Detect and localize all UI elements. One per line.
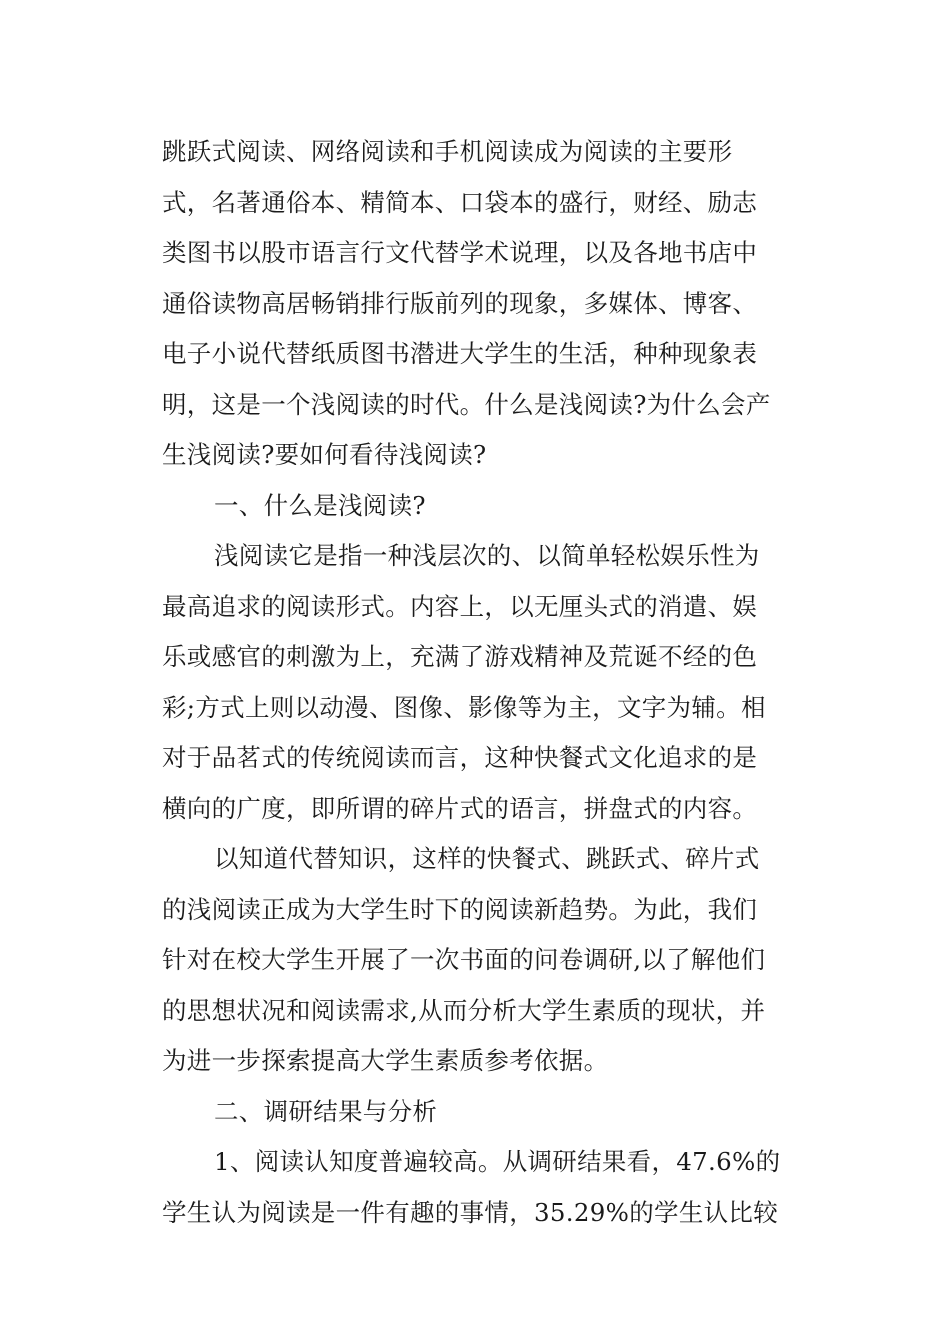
- document-body: [162, 127, 802, 1238]
- paragraph-line: 通俗读物高居畅销排行版前列的现象，多媒体、博客、: [162, 288, 758, 318]
- paragraph-line: 浅阅读它是指一种浅层次的、以简单轻松娱乐性为: [214, 541, 760, 570]
- paragraph-line: 的思想状况和阅读需求,从而分析大学生素质的现状，并: [162, 995, 766, 1025]
- paragraph-line: 1、阅读认知度普遍较高。从调研结果看，47.6%的: [214, 1147, 781, 1176]
- section-heading: 二、调研结果与分析: [214, 1096, 438, 1126]
- paragraph-line: 为进一步探索提高大学生素质参考依据。: [162, 1046, 609, 1075]
- paragraph-line: 明，这是一个浅阅读的时代。什么是浅阅读?为什么会产: [162, 389, 771, 419]
- paragraph-line: 彩;方式上则以动漫、图像、影像等为主，文字为辅。相: [162, 692, 766, 722]
- paragraph-line: 乐或感官的刺激为上，充满了游戏精神及荒诞不经的色: [162, 642, 758, 671]
- paragraph-line: 以知道代替知识，这样的快餐式、跳跃式、碎片式: [214, 844, 760, 873]
- section-heading: 一、什么是浅阅读?: [214, 490, 426, 520]
- paragraph-line: 跳跃式阅读、网络阅读和手机阅读成为阅读的主要形: [162, 137, 733, 166]
- paragraph-line: 学生认为阅读是一件有趣的事情，35.29%的学生认比较: [162, 1197, 779, 1227]
- paragraph-line: 电子小说代替纸质图书潜进大学生的生活，种种现象表: [162, 339, 758, 368]
- paragraph-line: 横向的广度，即所谓的碎片式的语言，拼盘式的内容。: [162, 793, 758, 823]
- paragraph-line: 对于品茗式的传统阅读而言，这种快餐式文化追求的是: [162, 743, 758, 772]
- paragraph-line: 针对在校大学生开展了一次书面的问卷调研,以了解他们: [162, 945, 766, 974]
- paragraph-line: 生浅阅读?要如何看待浅阅读?: [162, 440, 487, 469]
- paragraph-line: 类图书以股市语言行文代替学术说理，以及各地书店中: [162, 238, 758, 267]
- paragraph-line: 式，名著通俗本、精简本、口袋本的盛行，财经、励志: [162, 187, 758, 217]
- paragraph-line: 的浅阅读正成为大学生时下的阅读新趋势。为此，我们: [162, 894, 758, 924]
- paragraph-line: 最高追求的阅读形式。内容上，以无厘头式的消遣、娱: [162, 591, 758, 621]
